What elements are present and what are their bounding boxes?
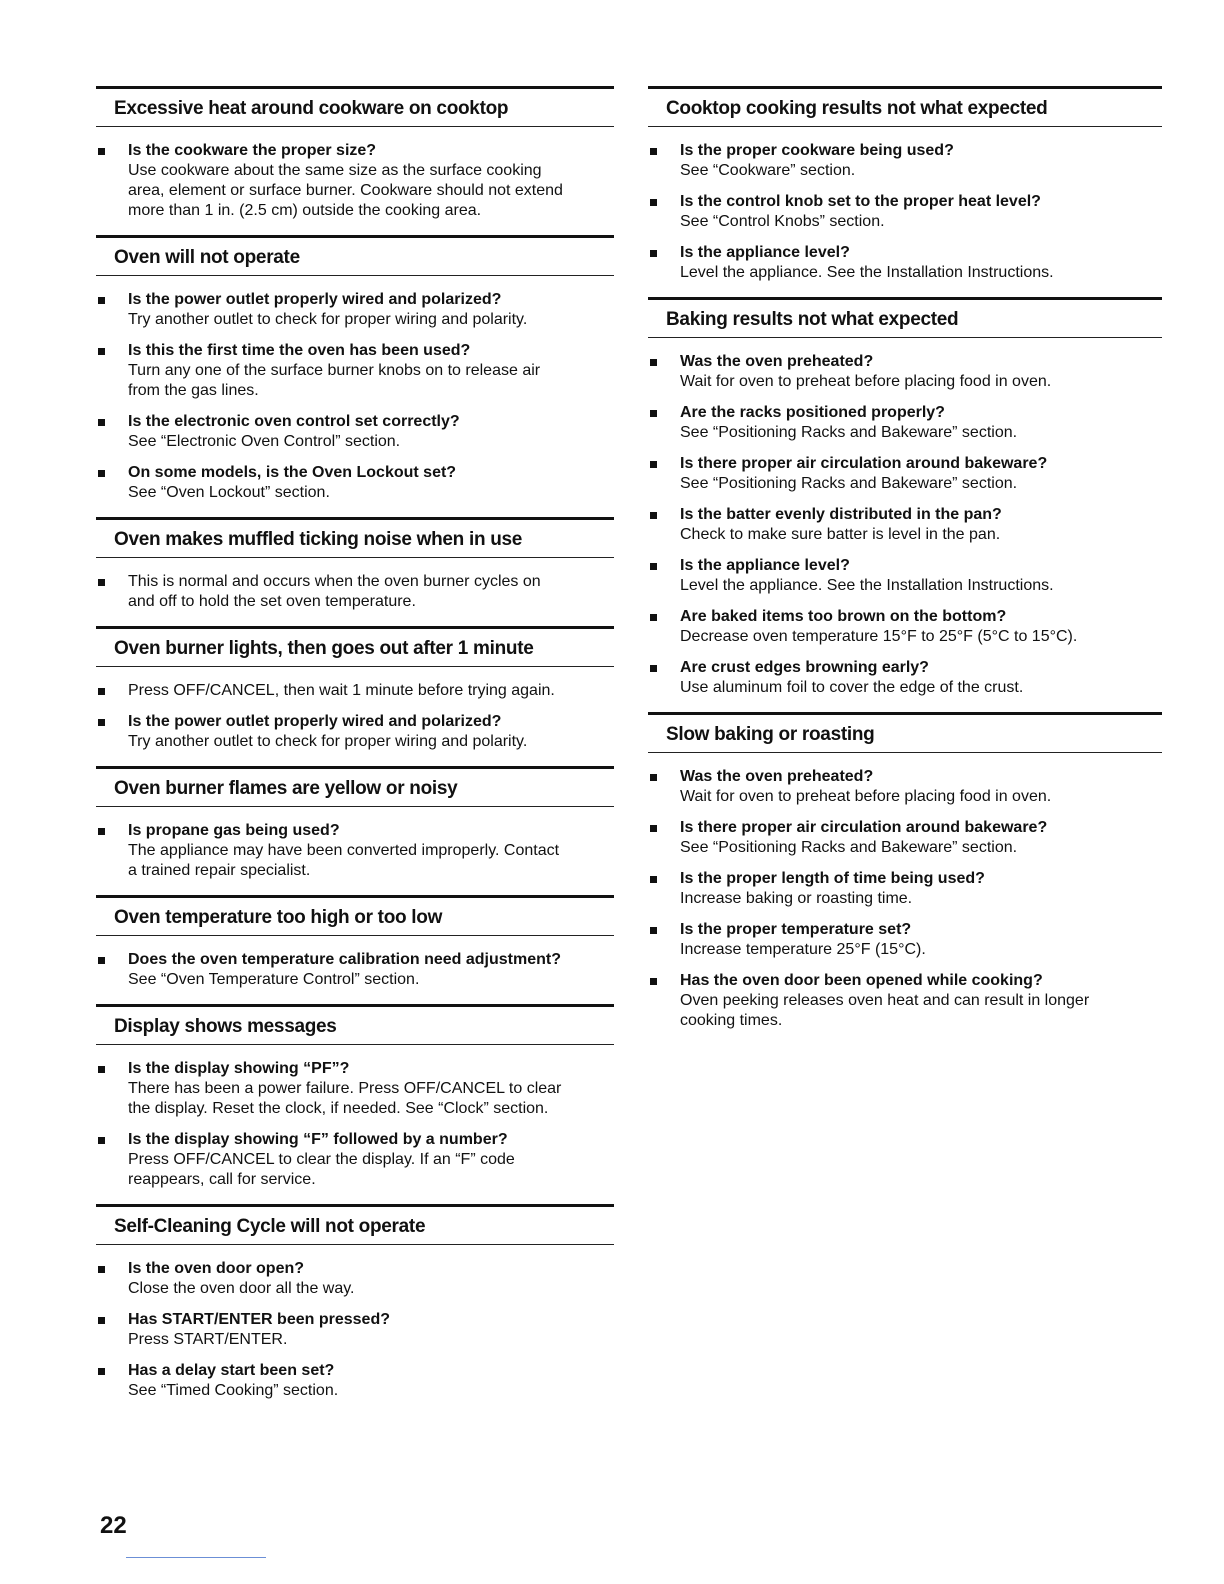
square-bullet-icon (650, 774, 657, 781)
section-heading: Display shows messages (96, 1004, 614, 1045)
square-bullet-icon (98, 1317, 105, 1324)
answer-text: Wait for oven to preheat before placing food in oven. (680, 788, 1052, 805)
square-bullet-icon (650, 512, 657, 519)
troubleshooting-section (648, 297, 1162, 698)
square-bullet-icon (98, 419, 105, 426)
square-bullet-icon (98, 1368, 105, 1375)
section-heading: Oven temperature too high or too low (96, 895, 614, 936)
answer-text: Wait for oven to preheat before placing food in oven. (680, 373, 1052, 390)
list-item (96, 1059, 614, 1119)
list-item (96, 950, 614, 990)
question-text: Has the oven door been opened while cooking? (680, 972, 1043, 989)
answer-text: See “Electronic Oven Control” section. (128, 433, 401, 450)
answer-text: Turn any one of the surface burner knobs on to release air from the gas lines. (128, 362, 541, 399)
answer-text: Use cookware about the same size as the surface cooking area, element or surface burner. Cookware should not extend more than 1 in. (2.5 cm) outside the cooking area. (128, 162, 563, 219)
question-text: Is there proper air circulation around bakeware? (680, 455, 1048, 472)
troubleshooting-section (96, 517, 614, 612)
square-bullet-icon (98, 348, 105, 355)
answer-text: See “Oven Lockout” section. (128, 484, 330, 501)
square-bullet-icon (650, 148, 657, 155)
question-text: Is propane gas being used? (128, 822, 340, 839)
answer-text: Press OFF/CANCEL, then wait 1 minute before trying again. (128, 682, 555, 699)
list-item (648, 505, 1162, 545)
question-text: Does the oven temperature calibration need adjustment? (128, 951, 561, 968)
section-heading: Excessive heat around cookware on cooktop (96, 86, 614, 127)
question-text: Has START/ENTER been pressed? (128, 1311, 390, 1328)
square-bullet-icon (650, 978, 657, 985)
square-bullet-icon (98, 957, 105, 964)
question-text: Is the oven door open? (128, 1260, 305, 1277)
question-text: Is the cookware the proper size? (128, 142, 377, 159)
square-bullet-icon (650, 614, 657, 621)
square-bullet-icon (650, 927, 657, 934)
list-item (648, 556, 1162, 596)
square-bullet-icon (98, 579, 105, 586)
question-text: Are the racks positioned properly? (680, 404, 945, 421)
answer-text: Check to make sure batter is level in the pan. (680, 526, 1001, 543)
list-item (96, 412, 614, 452)
answer-text: There has been a power failure. Press OFF/CANCEL to clear the display. Reset the clock, if needed. See “Clock” section. (128, 1080, 562, 1117)
list-item (96, 572, 614, 612)
square-bullet-icon (98, 470, 105, 477)
square-bullet-icon (98, 297, 105, 304)
square-bullet-icon (98, 148, 105, 155)
answer-text: Press OFF/CANCEL to clear the display. If an “F” code reappears, call for service. (128, 1151, 515, 1188)
answer-text: This is normal and occurs when the oven burner cycles on and off to hold the set oven temperature. (128, 573, 541, 610)
question-text: Are crust edges browning early? (680, 659, 929, 676)
troubleshooting-section (648, 86, 1162, 283)
list-item (96, 821, 614, 881)
answer-text: See “Positioning Racks and Bakeware” section. (680, 475, 1018, 492)
list-item (648, 141, 1162, 181)
answer-text: See “Timed Cooking” section. (128, 1382, 339, 1399)
square-bullet-icon (98, 1137, 105, 1144)
list-item (96, 141, 614, 221)
list-item (648, 607, 1162, 647)
question-text: Is the electronic oven control set correctly? (128, 413, 460, 430)
list-item (648, 454, 1162, 494)
troubleshooting-section (96, 235, 614, 503)
square-bullet-icon (98, 828, 105, 835)
answer-text: Oven peeking releases oven heat and can result in longer cooking times. (680, 992, 1090, 1029)
answer-text: Increase temperature 25°F (15°C). (680, 941, 926, 958)
section-heading: Baking results not what expected (648, 297, 1162, 338)
section-heading: Self-Cleaning Cycle will not operate (96, 1204, 614, 1245)
list-item (648, 243, 1162, 283)
question-text: Is the proper length of time being used? (680, 870, 985, 887)
question-text: Is the control knob set to the proper heat level? (680, 193, 1041, 210)
square-bullet-icon (98, 1066, 105, 1073)
list-item (648, 352, 1162, 392)
answer-text: Press START/ENTER. (128, 1331, 288, 1348)
footer-divider (126, 1557, 266, 1558)
question-text: Is the proper temperature set? (680, 921, 912, 938)
answer-text: See “Control Knobs” section. (680, 213, 885, 230)
answer-text: Level the appliance. See the Installation Instructions. (680, 577, 1054, 594)
answer-text: Level the appliance. See the Installation Instructions. (680, 264, 1054, 281)
square-bullet-icon (650, 876, 657, 883)
answer-text: See “Cookware” section. (680, 162, 856, 179)
question-text: Is the display showing “PF”? (128, 1060, 350, 1077)
question-text: Was the oven preheated? (680, 353, 874, 370)
question-text: Has a delay start been set? (128, 1362, 335, 1379)
square-bullet-icon (650, 665, 657, 672)
square-bullet-icon (650, 250, 657, 257)
list-item (648, 403, 1162, 443)
list-item (96, 341, 614, 401)
left-column (96, 86, 614, 1415)
question-text: Is the proper cookware being used? (680, 142, 954, 159)
troubleshooting-section (96, 626, 614, 752)
answer-text: Close the oven door all the way. (128, 1280, 355, 1297)
list-item (648, 971, 1162, 1031)
troubleshooting-section (96, 1004, 614, 1190)
question-text: Is the appliance level? (680, 244, 850, 261)
list-item (96, 290, 614, 330)
question-text: Is the power outlet properly wired and polarized? (128, 291, 502, 308)
troubleshooting-section (96, 86, 614, 221)
question-text: Is there proper air circulation around bakeware? (680, 819, 1048, 836)
square-bullet-icon (98, 719, 105, 726)
square-bullet-icon (650, 359, 657, 366)
list-item (96, 681, 614, 701)
question-text: Is this the first time the oven has been used? (128, 342, 471, 359)
list-item (96, 463, 614, 503)
troubleshooting-section (648, 712, 1162, 1031)
troubleshooting-section (96, 1204, 614, 1401)
list-item (648, 658, 1162, 698)
list-item (96, 1310, 614, 1350)
right-column (648, 86, 1162, 1045)
question-text: Is the appliance level? (680, 557, 850, 574)
square-bullet-icon (650, 461, 657, 468)
answer-text: See “Positioning Racks and Bakeware” section. (680, 839, 1018, 856)
list-item (648, 767, 1162, 807)
square-bullet-icon (650, 563, 657, 570)
page-number: 22 (100, 1512, 127, 1539)
answer-text: Increase baking or roasting time. (680, 890, 913, 907)
list-item (648, 818, 1162, 858)
answer-text: Use aluminum foil to cover the edge of the crust. (680, 679, 1024, 696)
question-text: Are baked items too brown on the bottom? (680, 608, 1007, 625)
list-item (648, 920, 1162, 960)
troubleshooting-section (96, 895, 614, 990)
section-heading: Oven burner flames are yellow or noisy (96, 766, 614, 807)
answer-text: The appliance may have been converted improperly. Contact a trained repair specialist. (128, 842, 560, 879)
section-heading: Slow baking or roasting (648, 712, 1162, 753)
section-heading: Cooktop cooking results not what expected (648, 86, 1162, 127)
section-heading: Oven burner lights, then goes out after 1 minute (96, 626, 614, 667)
square-bullet-icon (650, 410, 657, 417)
square-bullet-icon (98, 688, 105, 695)
troubleshooting-section (96, 766, 614, 881)
answer-text: Try another outlet to check for proper wiring and polarity. (128, 733, 528, 750)
question-text: Was the oven preheated? (680, 768, 874, 785)
square-bullet-icon (650, 199, 657, 206)
section-heading: Oven makes muffled ticking noise when in use (96, 517, 614, 558)
question-text: Is the power outlet properly wired and polarized? (128, 713, 502, 730)
question-text: Is the display showing “F” followed by a number? (128, 1131, 508, 1148)
square-bullet-icon (98, 1266, 105, 1273)
list-item (96, 1130, 614, 1190)
answer-text: Decrease oven temperature 15°F to 25°F (5°C to 15°C). (680, 628, 1078, 645)
list-item (648, 869, 1162, 909)
section-heading: Oven will not operate (96, 235, 614, 276)
question-text: Is the batter evenly distributed in the pan? (680, 506, 1002, 523)
list-item (96, 712, 614, 752)
answer-text: Try another outlet to check for proper wiring and polarity. (128, 311, 528, 328)
list-item (648, 192, 1162, 232)
square-bullet-icon (650, 825, 657, 832)
question-text: On some models, is the Oven Lockout set? (128, 464, 457, 481)
list-item (96, 1361, 614, 1401)
answer-text: See “Positioning Racks and Bakeware” section. (680, 424, 1018, 441)
answer-text: See “Oven Temperature Control” section. (128, 971, 420, 988)
list-item (96, 1259, 614, 1299)
